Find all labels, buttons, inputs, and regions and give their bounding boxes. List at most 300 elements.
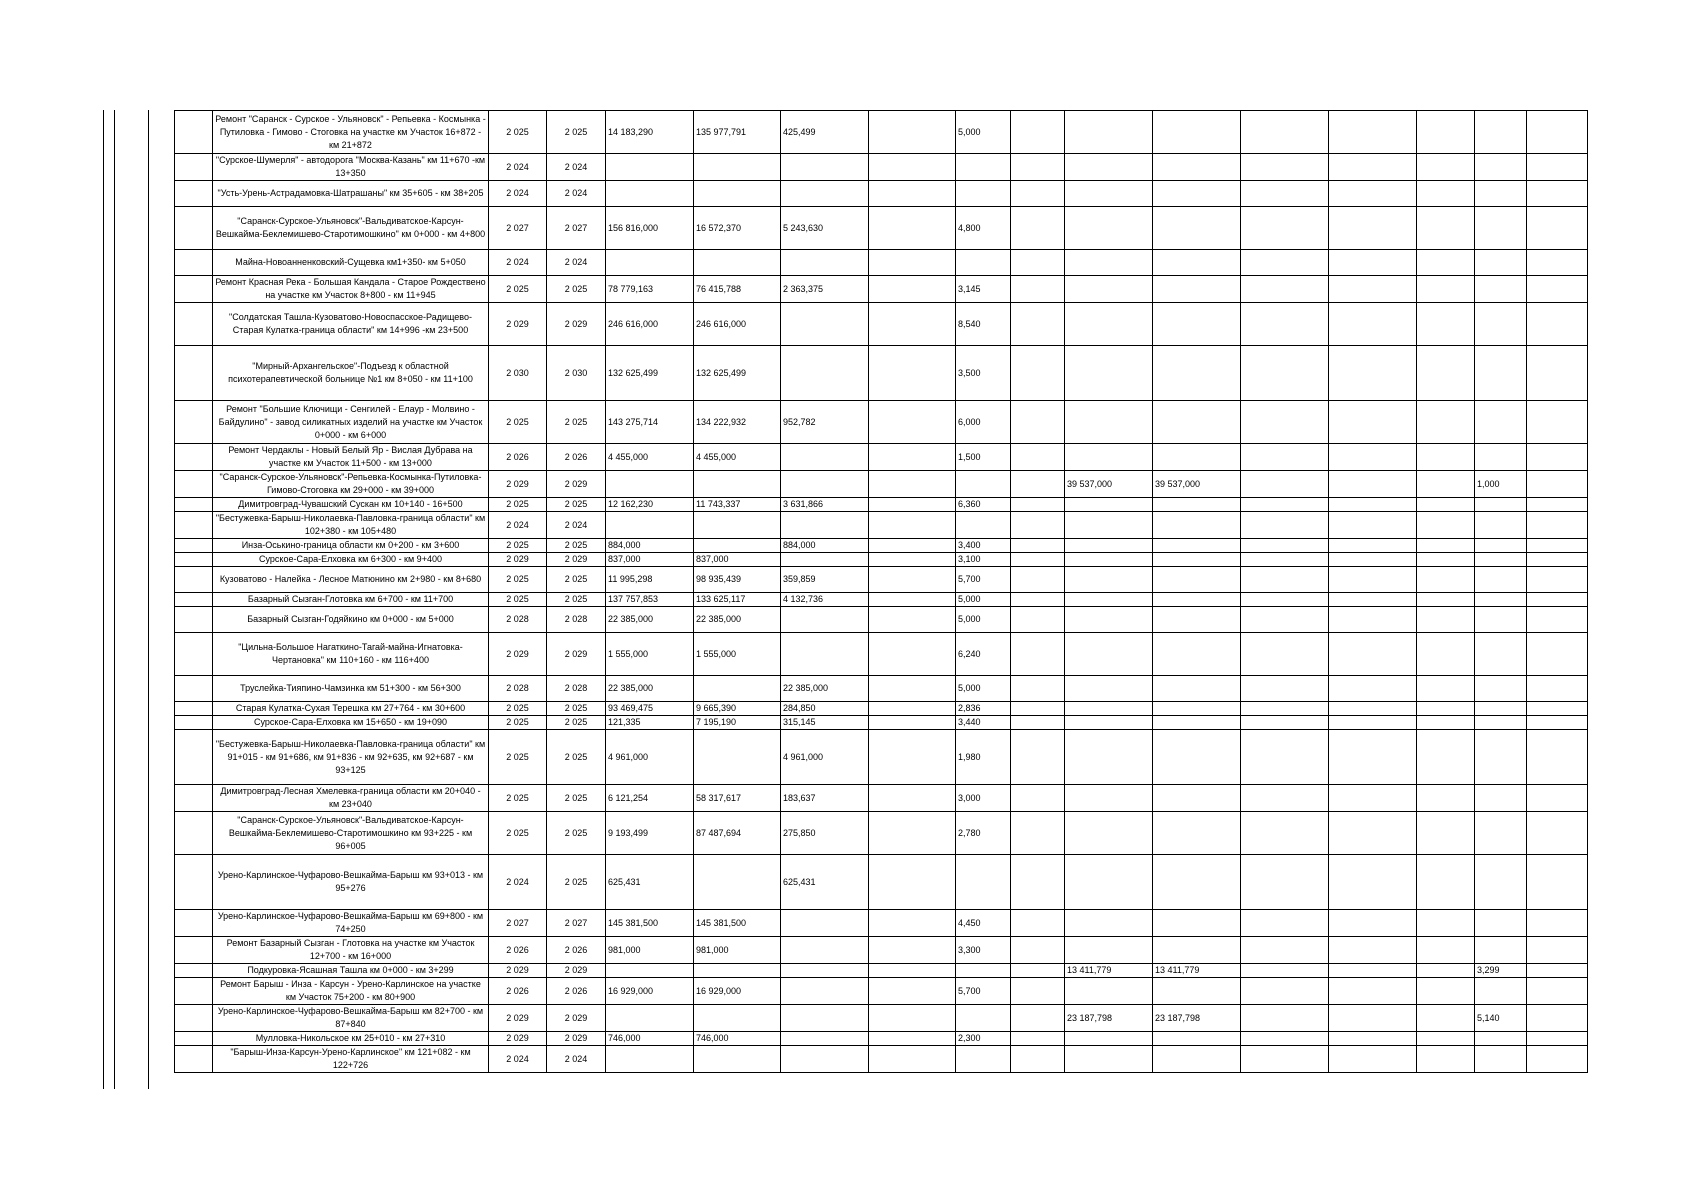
value-cell-c9 <box>1011 716 1065 730</box>
value-cell-c15 <box>1475 978 1527 1005</box>
value-cell-c8: 4,450 <box>956 910 1011 937</box>
table-row <box>175 1046 1588 1073</box>
value-cell-c13 <box>1329 812 1417 855</box>
row-index-cell <box>175 250 213 276</box>
value-cell-c7 <box>869 539 956 553</box>
table-row <box>175 181 1588 207</box>
value-cell-c4: 22 385,000 <box>606 607 694 633</box>
value-cell-c13 <box>1329 937 1417 964</box>
road-name-cell: Базарный Сызган-Глотовка км 6+700 - км 11+700 <box>213 593 489 607</box>
value-cell-c7 <box>869 702 956 716</box>
value-cell-c13 <box>1329 785 1417 812</box>
value-cell-c7 <box>869 964 956 978</box>
value-cell-c4: 145 381,500 <box>606 910 694 937</box>
value-cell-c5 <box>694 676 781 702</box>
value-cell-c14 <box>1417 1005 1475 1032</box>
end-year-cell: 2 027 <box>547 207 606 250</box>
value-cell-c8: 3,145 <box>956 276 1011 303</box>
road-name-cell: Димитровград-Лесная Хмелевка-граница области км 20+040 - км 23+040 <box>213 785 489 812</box>
value-cell-c15 <box>1475 937 1527 964</box>
value-cell-c13 <box>1329 716 1417 730</box>
value-cell-c8: 5,700 <box>956 567 1011 593</box>
table-row <box>175 111 1588 154</box>
row-index-cell <box>175 498 213 512</box>
value-cell-c12 <box>1241 539 1329 553</box>
value-cell-c6: 884,000 <box>781 539 869 553</box>
value-cell-c4 <box>606 1005 694 1032</box>
table-row <box>175 1032 1588 1046</box>
table-row <box>175 812 1588 855</box>
row-index-cell <box>175 730 213 785</box>
value-cell-c12 <box>1241 716 1329 730</box>
value-cell-c12 <box>1241 154 1329 181</box>
value-cell-c8: 6,000 <box>956 401 1011 444</box>
table-row <box>175 593 1588 607</box>
value-cell-c6 <box>781 1005 869 1032</box>
value-cell-c16 <box>1527 910 1588 937</box>
value-cell-c10 <box>1065 303 1153 346</box>
row-index-cell <box>175 1032 213 1046</box>
value-cell-c9 <box>1011 978 1065 1005</box>
value-cell-c10 <box>1065 181 1153 207</box>
value-cell-c7 <box>869 444 956 471</box>
table-row <box>175 730 1588 785</box>
value-cell-c13 <box>1329 539 1417 553</box>
value-cell-c16 <box>1527 1005 1588 1032</box>
value-cell-c9 <box>1011 964 1065 978</box>
value-cell-c15 <box>1475 633 1527 676</box>
value-cell-c15 <box>1475 539 1527 553</box>
value-cell-c9 <box>1011 111 1065 154</box>
value-cell-c6 <box>781 303 869 346</box>
value-cell-c16 <box>1527 539 1588 553</box>
value-cell-c5 <box>694 964 781 978</box>
value-cell-c10 <box>1065 702 1153 716</box>
start-year-cell: 2 025 <box>489 276 547 303</box>
end-year-cell: 2 024 <box>547 181 606 207</box>
end-year-cell: 2 028 <box>547 607 606 633</box>
value-cell-c12 <box>1241 785 1329 812</box>
value-cell-c6: 5 243,630 <box>781 207 869 250</box>
value-cell-c5 <box>694 154 781 181</box>
road-name-cell: "Саранск-Сурское-Ульяновск"-Репьевка-Космынка-Путиловка-Гимово-Стоговка км 29+000 - км 39+000 <box>213 471 489 498</box>
value-cell-c10 <box>1065 539 1153 553</box>
value-cell-c6 <box>781 444 869 471</box>
value-cell-c10 <box>1065 812 1153 855</box>
value-cell-c14 <box>1417 553 1475 567</box>
value-cell-c5: 22 385,000 <box>694 607 781 633</box>
value-cell-c6: 22 385,000 <box>781 676 869 702</box>
value-cell-c11 <box>1153 250 1241 276</box>
row-index-cell <box>175 303 213 346</box>
table-body <box>175 111 1588 1073</box>
value-cell-c8: 3,440 <box>956 716 1011 730</box>
value-cell-c12 <box>1241 812 1329 855</box>
value-cell-c16 <box>1527 111 1588 154</box>
road-name-cell: "Саранск-Сурское-Ульяновск"-Вальдиватское-Карсун-Вешкайма-Беклемишево-Старотимошкино км 93+225 - км 96+005 <box>213 812 489 855</box>
value-cell-c15 <box>1475 1046 1527 1073</box>
value-cell-c16 <box>1527 346 1588 401</box>
value-cell-c9 <box>1011 276 1065 303</box>
value-cell-c5 <box>694 1005 781 1032</box>
value-cell-c10 <box>1065 567 1153 593</box>
value-cell-c11 <box>1153 978 1241 1005</box>
road-name-cell: "Барыш-Инза-Карсун-Урено-Карлинское" км 121+082 - км 122+726 <box>213 1046 489 1073</box>
value-cell-c8 <box>956 512 1011 539</box>
road-name-cell: Мулловка-Никольское км 25+010 - км 27+310 <box>213 1032 489 1046</box>
value-cell-c6 <box>781 964 869 978</box>
value-cell-c16 <box>1527 553 1588 567</box>
row-index-cell <box>175 154 213 181</box>
value-cell-c16 <box>1527 250 1588 276</box>
value-cell-c12 <box>1241 1046 1329 1073</box>
value-cell-c16 <box>1527 471 1588 498</box>
road-name-cell: Урено-Карлинское-Чуфарово-Вешкайма-Барыш км 93+013 - км 95+276 <box>213 855 489 910</box>
value-cell-c8: 5,000 <box>956 607 1011 633</box>
road-name-cell: "Солдатская Ташла-Кузоватово-Новоспасское-Радищево-Старая Кулатка-граница области" км 14+996 -км 23+500 <box>213 303 489 346</box>
value-cell-c4: 22 385,000 <box>606 676 694 702</box>
value-cell-c5 <box>694 471 781 498</box>
value-cell-c4: 16 929,000 <box>606 978 694 1005</box>
value-cell-c6 <box>781 181 869 207</box>
value-cell-c14 <box>1417 539 1475 553</box>
end-year-cell: 2 025 <box>547 702 606 716</box>
value-cell-c14 <box>1417 512 1475 539</box>
value-cell-c6: 4 132,736 <box>781 593 869 607</box>
table-row <box>175 607 1588 633</box>
value-cell-c5: 76 415,788 <box>694 276 781 303</box>
value-cell-c13 <box>1329 154 1417 181</box>
table-row <box>175 346 1588 401</box>
left-margin-line <box>114 110 115 1089</box>
road-name-cell: Труслейка-Тияпино-Чамзинка км 51+300 - км 56+300 <box>213 676 489 702</box>
value-cell-c8: 5,000 <box>956 111 1011 154</box>
value-cell-c8 <box>956 1046 1011 1073</box>
value-cell-c13 <box>1329 181 1417 207</box>
value-cell-c6 <box>781 250 869 276</box>
row-index-cell <box>175 702 213 716</box>
value-cell-c4 <box>606 250 694 276</box>
start-year-cell: 2 029 <box>489 633 547 676</box>
table-row <box>175 303 1588 346</box>
value-cell-c7 <box>869 498 956 512</box>
value-cell-c13 <box>1329 444 1417 471</box>
value-cell-c9 <box>1011 730 1065 785</box>
value-cell-c5: 11 743,337 <box>694 498 781 512</box>
value-cell-c8 <box>956 855 1011 910</box>
value-cell-c15: 3,299 <box>1475 964 1527 978</box>
road-name-cell: Ремонт "Саранск - Сурское - Ульяновск" - Репьевка - Космынка - Путиловка - Гимово - Стоговка на участке км Участок 16+872 - км 21+872 <box>213 111 489 154</box>
value-cell-c16 <box>1527 303 1588 346</box>
value-cell-c10 <box>1065 785 1153 812</box>
value-cell-c14 <box>1417 250 1475 276</box>
start-year-cell: 2 029 <box>489 553 547 567</box>
value-cell-c5: 7 195,190 <box>694 716 781 730</box>
start-year-cell: 2 025 <box>489 785 547 812</box>
value-cell-c8: 5,000 <box>956 676 1011 702</box>
value-cell-c6 <box>781 937 869 964</box>
end-year-cell: 2 029 <box>547 471 606 498</box>
value-cell-c14 <box>1417 444 1475 471</box>
value-cell-c11 <box>1153 607 1241 633</box>
value-cell-c13 <box>1329 346 1417 401</box>
row-index-cell <box>175 937 213 964</box>
value-cell-c9 <box>1011 785 1065 812</box>
value-cell-c13 <box>1329 964 1417 978</box>
value-cell-c5 <box>694 250 781 276</box>
value-cell-c15 <box>1475 498 1527 512</box>
value-cell-c9 <box>1011 676 1065 702</box>
value-cell-c15 <box>1475 250 1527 276</box>
value-cell-c7 <box>869 785 956 812</box>
value-cell-c9 <box>1011 471 1065 498</box>
value-cell-c11 <box>1153 855 1241 910</box>
value-cell-c12 <box>1241 181 1329 207</box>
value-cell-c7 <box>869 812 956 855</box>
end-year-cell: 2 025 <box>547 730 606 785</box>
start-year-cell: 2 025 <box>489 401 547 444</box>
value-cell-c5: 837,000 <box>694 553 781 567</box>
road-name-cell: Подкуровка-Ясашная Ташла км 0+000 - км 3+299 <box>213 964 489 978</box>
value-cell-c13 <box>1329 1005 1417 1032</box>
value-cell-c5: 134 222,932 <box>694 401 781 444</box>
end-year-cell: 2 025 <box>547 593 606 607</box>
value-cell-c4: 4 961,000 <box>606 730 694 785</box>
value-cell-c6: 952,782 <box>781 401 869 444</box>
value-cell-c4: 132 625,499 <box>606 346 694 401</box>
value-cell-c14 <box>1417 1032 1475 1046</box>
value-cell-c4 <box>606 512 694 539</box>
value-cell-c13 <box>1329 676 1417 702</box>
end-year-cell: 2 029 <box>547 303 606 346</box>
value-cell-c16 <box>1527 812 1588 855</box>
value-cell-c7 <box>869 512 956 539</box>
value-cell-c6: 359,859 <box>781 567 869 593</box>
start-year-cell: 2 024 <box>489 855 547 910</box>
row-index-cell <box>175 567 213 593</box>
value-cell-c10 <box>1065 593 1153 607</box>
value-cell-c8: 1,500 <box>956 444 1011 471</box>
value-cell-c5: 4 455,000 <box>694 444 781 471</box>
value-cell-c8: 1,980 <box>956 730 1011 785</box>
value-cell-c15 <box>1475 111 1527 154</box>
value-cell-c14 <box>1417 498 1475 512</box>
start-year-cell: 2 024 <box>489 154 547 181</box>
value-cell-c15 <box>1475 567 1527 593</box>
start-year-cell: 2 026 <box>489 978 547 1005</box>
value-cell-c14 <box>1417 154 1475 181</box>
value-cell-c7 <box>869 910 956 937</box>
value-cell-c16 <box>1527 937 1588 964</box>
value-cell-c10 <box>1065 154 1153 181</box>
road-name-cell: Димитровград-Чувашский Сускан км 10+140 - 16+500 <box>213 498 489 512</box>
value-cell-c8: 4,800 <box>956 207 1011 250</box>
road-name-cell: "Бестужевка-Барыш-Николаевка-Павловка-граница области" км 91+015 - км 91+686, км 91+836 - км 92+635, км 92+687 - км 93+125 <box>213 730 489 785</box>
value-cell-c12 <box>1241 1005 1329 1032</box>
value-cell-c15 <box>1475 676 1527 702</box>
start-year-cell: 2 028 <box>489 676 547 702</box>
value-cell-c5: 16 929,000 <box>694 978 781 1005</box>
value-cell-c7 <box>869 716 956 730</box>
value-cell-c7 <box>869 553 956 567</box>
road-name-cell: Старая Кулатка-Сухая Терешка км 27+764 - км 30+600 <box>213 702 489 716</box>
table-row <box>175 498 1588 512</box>
value-cell-c14 <box>1417 567 1475 593</box>
value-cell-c14 <box>1417 346 1475 401</box>
value-cell-c6: 315,145 <box>781 716 869 730</box>
row-index-cell <box>175 607 213 633</box>
value-cell-c5: 746,000 <box>694 1032 781 1046</box>
value-cell-c15 <box>1475 855 1527 910</box>
value-cell-c11 <box>1153 181 1241 207</box>
value-cell-c13 <box>1329 593 1417 607</box>
table-row <box>175 964 1588 978</box>
value-cell-c8: 6,240 <box>956 633 1011 676</box>
value-cell-c15 <box>1475 401 1527 444</box>
value-cell-c4: 137 757,853 <box>606 593 694 607</box>
start-year-cell: 2 026 <box>489 444 547 471</box>
value-cell-c15 <box>1475 181 1527 207</box>
value-cell-c5: 135 977,791 <box>694 111 781 154</box>
start-year-cell: 2 030 <box>489 346 547 401</box>
value-cell-c15 <box>1475 607 1527 633</box>
value-cell-c9 <box>1011 633 1065 676</box>
table-row <box>175 785 1588 812</box>
start-year-cell: 2 025 <box>489 498 547 512</box>
value-cell-c16 <box>1527 978 1588 1005</box>
value-cell-c13 <box>1329 633 1417 676</box>
start-year-cell: 2 025 <box>489 593 547 607</box>
road-name-cell: Инза-Оськино-граница области км 0+200 - км 3+600 <box>213 539 489 553</box>
value-cell-c4: 884,000 <box>606 539 694 553</box>
value-cell-c9 <box>1011 910 1065 937</box>
value-cell-c4: 837,000 <box>606 553 694 567</box>
start-year-cell: 2 024 <box>489 181 547 207</box>
end-year-cell: 2 025 <box>547 111 606 154</box>
end-year-cell: 2 026 <box>547 937 606 964</box>
row-index-cell <box>175 785 213 812</box>
value-cell-c7 <box>869 937 956 964</box>
value-cell-c15 <box>1475 730 1527 785</box>
value-cell-c10 <box>1065 730 1153 785</box>
value-cell-c7 <box>869 471 956 498</box>
value-cell-c4 <box>606 964 694 978</box>
value-cell-c13 <box>1329 553 1417 567</box>
value-cell-c8 <box>956 250 1011 276</box>
value-cell-c8 <box>956 154 1011 181</box>
value-cell-c14 <box>1417 716 1475 730</box>
value-cell-c4: 981,000 <box>606 937 694 964</box>
row-index-cell <box>175 512 213 539</box>
value-cell-c15: 1,000 <box>1475 471 1527 498</box>
value-cell-c16 <box>1527 276 1588 303</box>
value-cell-c10 <box>1065 978 1153 1005</box>
row-index-cell <box>175 111 213 154</box>
row-index-cell <box>175 181 213 207</box>
value-cell-c13 <box>1329 276 1417 303</box>
value-cell-c9 <box>1011 1005 1065 1032</box>
value-cell-c13 <box>1329 1046 1417 1073</box>
value-cell-c4: 121,335 <box>606 716 694 730</box>
value-cell-c14 <box>1417 593 1475 607</box>
value-cell-c13 <box>1329 607 1417 633</box>
value-cell-c14 <box>1417 633 1475 676</box>
left-margin-line <box>148 110 149 1089</box>
start-year-cell: 2 029 <box>489 964 547 978</box>
value-cell-c12 <box>1241 1032 1329 1046</box>
value-cell-c6 <box>781 633 869 676</box>
value-cell-c7 <box>869 567 956 593</box>
value-cell-c10: 23 187,798 <box>1065 1005 1153 1032</box>
value-cell-c16 <box>1527 593 1588 607</box>
table-row <box>175 716 1588 730</box>
value-cell-c8: 3,400 <box>956 539 1011 553</box>
value-cell-c5: 145 381,500 <box>694 910 781 937</box>
value-cell-c6 <box>781 1046 869 1073</box>
value-cell-c6 <box>781 978 869 1005</box>
value-cell-c8: 2,300 <box>956 1032 1011 1046</box>
value-cell-c8: 3,300 <box>956 937 1011 964</box>
value-cell-c6: 275,850 <box>781 812 869 855</box>
value-cell-c12 <box>1241 607 1329 633</box>
value-cell-c8 <box>956 964 1011 978</box>
end-year-cell: 2 024 <box>547 250 606 276</box>
value-cell-c14 <box>1417 401 1475 444</box>
value-cell-c6 <box>781 154 869 181</box>
value-cell-c6: 3 631,866 <box>781 498 869 512</box>
value-cell-c15 <box>1475 702 1527 716</box>
value-cell-c7 <box>869 607 956 633</box>
value-cell-c9 <box>1011 498 1065 512</box>
value-cell-c12 <box>1241 910 1329 937</box>
value-cell-c8: 3,000 <box>956 785 1011 812</box>
value-cell-c16 <box>1527 716 1588 730</box>
value-cell-c9 <box>1011 702 1065 716</box>
end-year-cell: 2 025 <box>547 401 606 444</box>
value-cell-c5: 9 665,390 <box>694 702 781 716</box>
value-cell-c9 <box>1011 512 1065 539</box>
value-cell-c12 <box>1241 633 1329 676</box>
end-year-cell: 2 030 <box>547 346 606 401</box>
value-cell-c12 <box>1241 111 1329 154</box>
value-cell-c4: 6 121,254 <box>606 785 694 812</box>
value-cell-c6 <box>781 512 869 539</box>
road-name-cell: Ремонт Красная Река - Большая Кандала - Старое Рождествено на участке км Участок 8+800 - км 11+945 <box>213 276 489 303</box>
value-cell-c7 <box>869 111 956 154</box>
value-cell-c15 <box>1475 910 1527 937</box>
value-cell-c16 <box>1527 855 1588 910</box>
row-index-cell <box>175 964 213 978</box>
table-row <box>175 633 1588 676</box>
value-cell-c10 <box>1065 607 1153 633</box>
value-cell-c15 <box>1475 444 1527 471</box>
value-cell-c10 <box>1065 250 1153 276</box>
value-cell-c16 <box>1527 607 1588 633</box>
end-year-cell: 2 029 <box>547 633 606 676</box>
row-index-cell <box>175 855 213 910</box>
end-year-cell: 2 024 <box>547 1046 606 1073</box>
value-cell-c7 <box>869 1005 956 1032</box>
value-cell-c14 <box>1417 276 1475 303</box>
road-name-cell: "Цильна-Большое Нагаткино-Тагай-майна-Игнатовка-Чертановка" км 110+160 - км 116+400 <box>213 633 489 676</box>
value-cell-c14 <box>1417 855 1475 910</box>
value-cell-c9 <box>1011 154 1065 181</box>
start-year-cell: 2 025 <box>489 702 547 716</box>
value-cell-c11: 13 411,779 <box>1153 964 1241 978</box>
value-cell-c9 <box>1011 401 1065 444</box>
table-row <box>175 910 1588 937</box>
value-cell-c7 <box>869 401 956 444</box>
